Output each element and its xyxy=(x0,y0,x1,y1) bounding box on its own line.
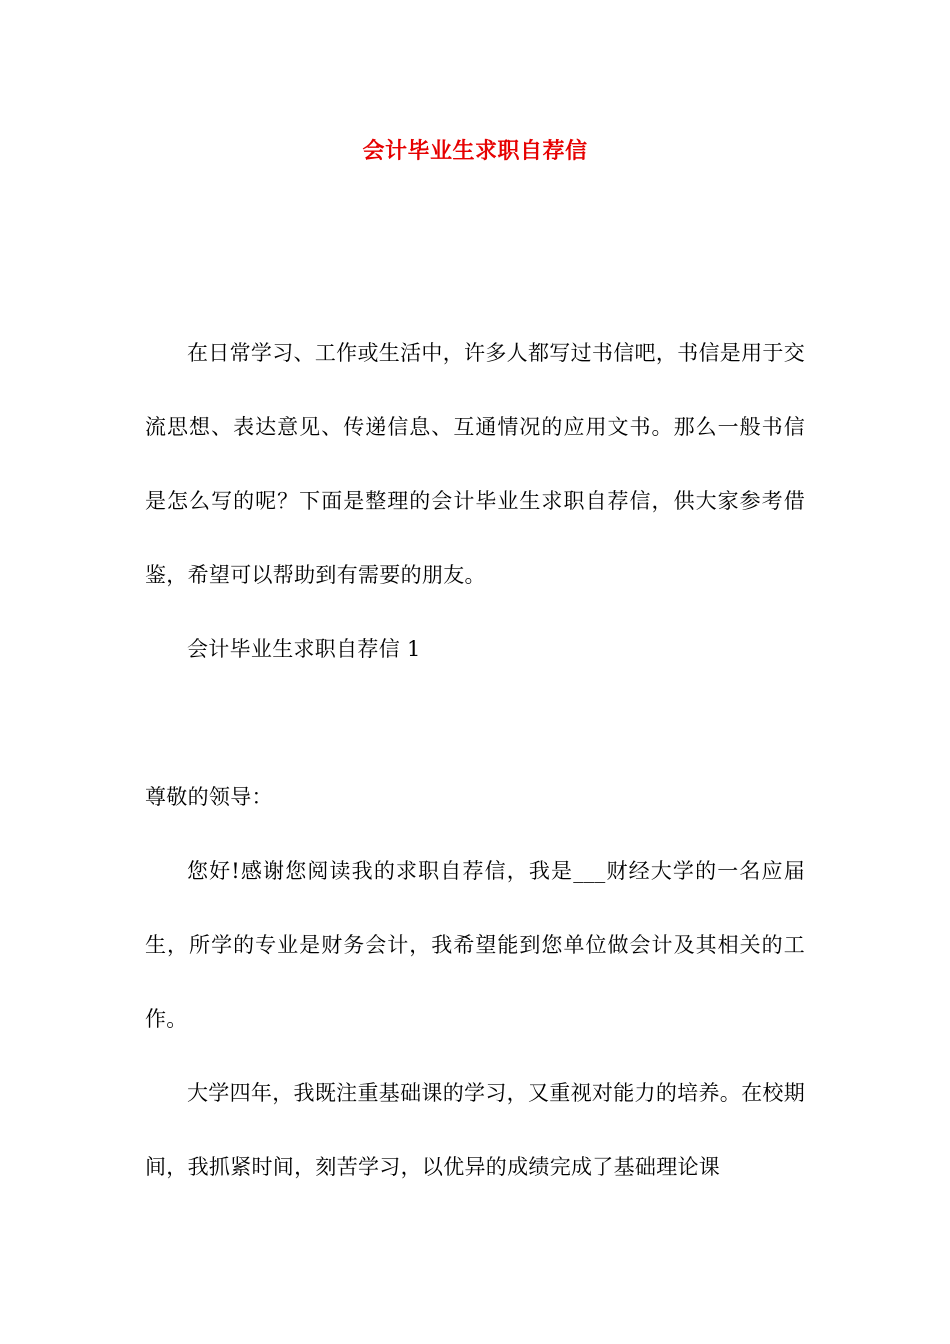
body-paragraph-2: 大学四年，我既注重基础课的学习，又重视对能力的培养。在校期间，我抓紧时间，刻苦学习，以优异的成绩完成了基础理论课 xyxy=(145,1081,805,1179)
salutation: 尊敬的领导： xyxy=(145,785,273,809)
intro-paragraph: 在日常学习、工作或生活中，许多人都写过书信吧，书信是用于交流思想、表达意见、传递信息、互通情况的应用文书。那么一般书信是怎么写的呢？下面是整理的会计毕业生求职自荐信，供大家参考借鉴，希望可以帮助到有需要的朋友。 xyxy=(145,341,805,587)
section-heading: 会计毕业生求职自荐信 1 xyxy=(187,637,421,661)
body-paragraph-1: 您好!感谢您阅读我的求职自荐信，我是___财经大学的一名应届生，所学的专业是财务会计，我希望能到您单位做会计及其相关的工作。 xyxy=(145,859,805,1031)
blank-line xyxy=(145,686,805,760)
document-body xyxy=(145,316,805,1204)
document-title: 会计毕业生求职自荐信 xyxy=(362,139,588,164)
